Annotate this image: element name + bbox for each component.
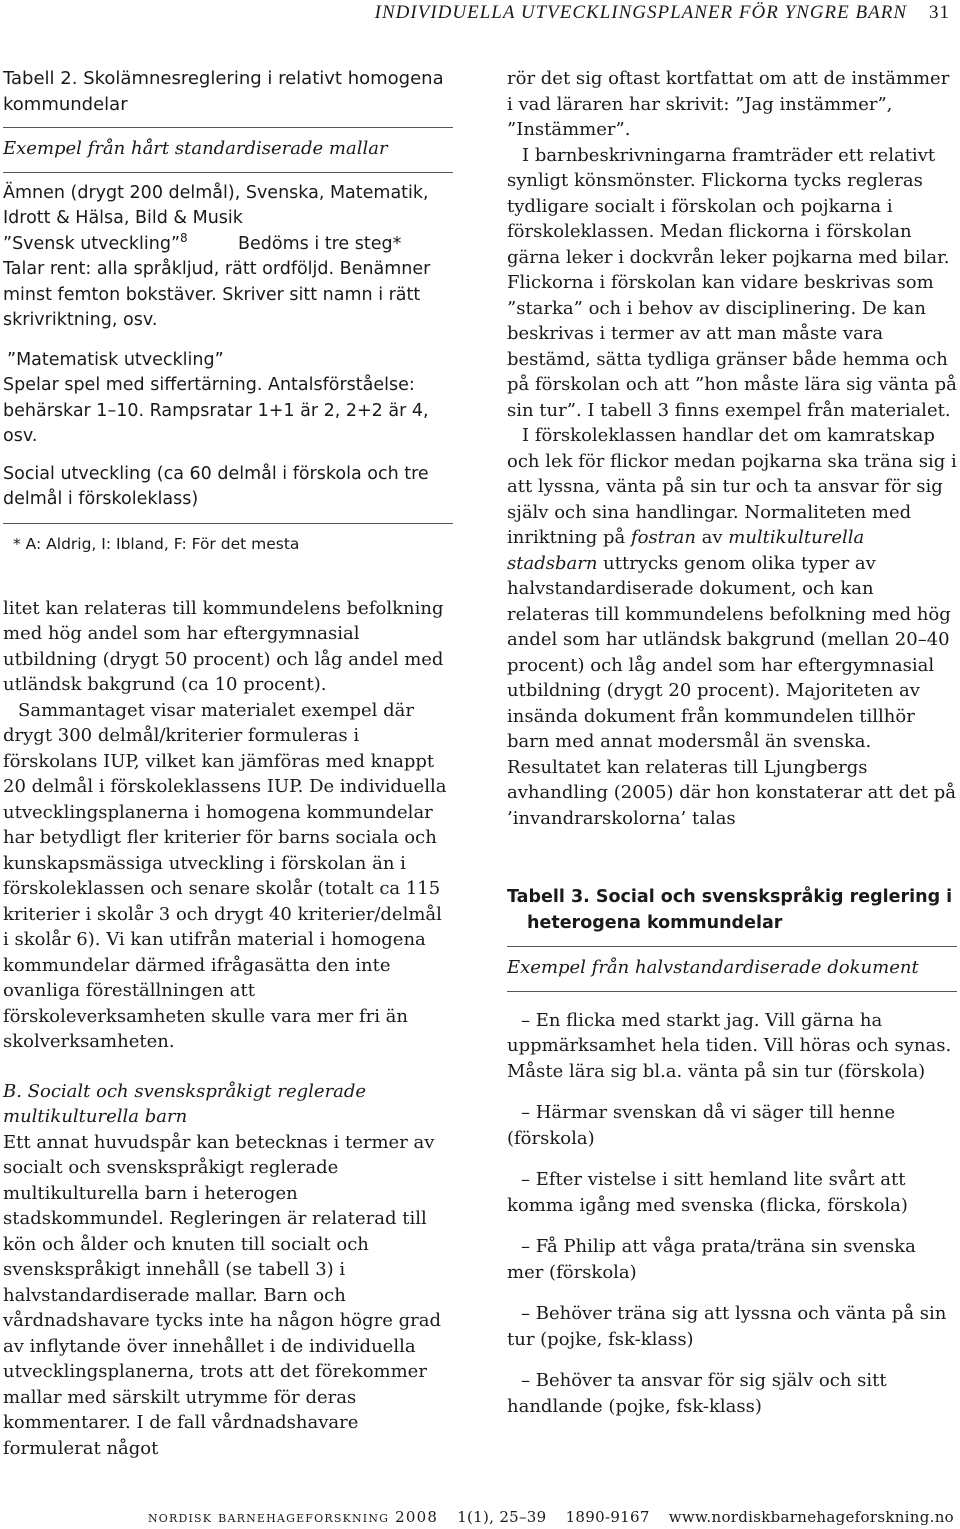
table-2-footnote: * A: Aldrig, I: Ibland, F: För det mesta — [13, 534, 300, 553]
right-paragraph-1: rör det sig oftast kortfattat om att de instämmer i vad läraren har skrivit: ”Jag instämmer”, ”Instämmer”. — [507, 68, 950, 140]
table-2-title-prefix: Tabell 2. — [3, 68, 78, 89]
spacer — [507, 1285, 957, 1301]
svensk-text: Talar rent: alla språkljud, rätt ordföljd. Benämner minst femton bokstäver. Skriver sitt namn i rätt skrivriktning, osv. — [3, 259, 431, 330]
table-2-rule-mid — [3, 172, 453, 173]
page-number: 31 — [929, 2, 950, 23]
table-3-item: – Få Philip att våga prata/träna sin svenska mer (förskola) — [507, 1236, 916, 1283]
table-3-subtitle: Exempel från halvstandardiserade dokument — [507, 957, 919, 978]
section-heading-b: B. Socialt och svenskspråkigt reglerade multikulturella barn — [3, 1080, 367, 1127]
running-header — [375, 2, 950, 24]
spacer — [507, 1151, 957, 1167]
table-3-title-line-1: Tabell 3. Social och svenskspråkig reglering i — [507, 887, 953, 907]
table-2-rule-top — [3, 127, 453, 128]
right-p3-emphasis-1: fostran — [631, 527, 696, 548]
table-2-title-text: Skolämnesreglering i relativt homogena kommundelar — [3, 68, 444, 115]
table-2-subtitle: Exempel från hårt standardiserade mallar — [3, 138, 388, 159]
running-title: INDIVIDUELLA UTVECKLINGSPLANER FÖR YNGRE BARN — [374, 2, 907, 23]
right-p3-part-c: uttrycks genom olika typer av halvstandardiserade dokument, och kan relateras till kommundelens befolkning med hög andel som har utländsk bakgrund (mellan 20–40 procent) och låg andel som har eftergymnasial utbildning (drygt 20 procent). Majoriteten av insända dokument från kommundelen tillhör barn med annat modersmål än svenska. Resultatet kan relateras till Ljungbergs avhandling (2005) där hon konstaterar att det på ’invandrarskolorna’ talas — [507, 552, 956, 829]
page-footer — [148, 1508, 954, 1526]
table-2-rule-bottom — [3, 523, 453, 524]
footer-url: www.nordiskbarnehageforskning.no — [668, 1508, 954, 1526]
table-3-title — [507, 885, 957, 936]
svensk-assessment: Bedöms i tre steg* — [238, 233, 402, 254]
table-3-rule-top — [507, 946, 957, 947]
table-2-subjects: Ämnen (drygt 200 delmål), Svenska, Matematik, Idrott & Hälsa, Bild & Musik — [3, 182, 429, 228]
table-2-title — [3, 66, 453, 117]
spacer — [3, 556, 453, 596]
footer-journal: nordisk barnehageforskning 2008 — [147, 1508, 439, 1526]
table-2-svensk-row — [3, 232, 453, 258]
svensk-label-wrap — [3, 232, 238, 258]
spacer — [507, 1352, 957, 1368]
right-paragraph-3 — [507, 423, 957, 831]
spacer — [507, 831, 957, 885]
table-3-title-line-2: heterogena kommundelar — [527, 912, 783, 933]
math-label: ”Matematisk utveckling” — [7, 349, 224, 370]
right-paragraph-2: I barnbeskrivningarna framträder ett relativt synligt könsmönster. Flickorna tycks regleras tydligare socialt i förskolan och pojkarna i förskoleklassen. Medan flickorna i förskolan gärna leker i dockvrån leker pojkarna med bilar. Flickorna i förskolan kan vidare beskrivas som ”starka” och i behov av disciplinering. De kan beskrivas i termer av att man måste vara bestämd, sätta tydliga gränser både hemma och på förskolan och att ”hon måste lära sig vänta på sin tur”. I tabell 3 finns exempel från materialet. — [507, 144, 957, 421]
spacer — [3, 450, 453, 462]
social-text: Social utveckling (ca 60 delmål i förskola och tre delmål i förskoleklass) — [3, 463, 429, 509]
right-column — [507, 66, 957, 1419]
table-3-rule-mid — [507, 991, 957, 992]
right-p3-emphasis-2: multikulturella stadsbarn — [507, 527, 865, 574]
spacer — [3, 334, 453, 348]
svensk-label: ”Svensk utveckling” — [3, 233, 181, 254]
left-paragraph-1: litet kan relateras till kommundelens befolkning med hög andel som har eftergymnasial utbildning (drygt 50 procent) och låg andel med utländsk bakgrund (ca 10 procent). — [3, 597, 444, 695]
table-3-item: – En flicka med starkt jag. Vill gärna ha uppmärksamhet hela tiden. Vill höras och synas. Måste lära sig bl.a. vänta på sin tur (förskola) — [507, 1009, 952, 1082]
left-paragraph-3: Ett annat huvudspår kan betecknas i termer av socialt och svenskspråkigt reglerade multikulturella barn i heterogen stadskommundel. Regleringen är relaterad till kön och ålder och knuten till socialt och svenskspråkigt innehåll (se tabell 3) i halvstandardiserade mallar. Barn och vårdnadshavare tycks inte ha någon högre grad av inflytande över innehållet i de individuella utvecklingsplanerna, trots att det förekommer mallar med särskilt utrymme för deras kommentarer. I de fall vårdnadshavare formulerat något — [3, 1131, 441, 1459]
spacer — [507, 1084, 957, 1100]
left-paragraph-2: Sammantaget visar materialet exempel där drygt 300 delmål/kriterier formuleras i förskolans IUP, vilket kan jämföras med knappt 20 delmål i förskoleklassens IUP. De individuella utvecklingsplanerna i homogena kommundelar har betydligt fler kriterier för barns sociala och kunskapsmässiga utveckling i förskolan än i förskoleklassen och senare skolår (totalt ca 115 kriterier i skolår 3 och drygt 40 kriterier/delmål i skolår 6). Vi kan utifrån material i homogena kommundelar därmed ifrågasätta den inte ovanliga föreställningen att förskoleverksamheten skulle vara mer fri än skolverksamheten. — [3, 699, 447, 1052]
right-p3-part-b: av — [695, 527, 729, 548]
table-2 — [3, 66, 453, 556]
spacer — [507, 1218, 957, 1234]
table-3-item: – Behöver träna sig att lyssna och vänta på sin tur (pojke, fsk-klass) — [507, 1303, 947, 1350]
footnote-ref: 8 — [180, 230, 188, 245]
table-3-item: – Behöver ta ansvar för sig själv och sitt handlande (pojke, fsk-klass) — [507, 1370, 887, 1417]
footer-issue: 1(1), 25–39 — [457, 1508, 547, 1526]
table-3 — [507, 885, 957, 1419]
left-column — [3, 66, 453, 1461]
spacer — [3, 1055, 453, 1079]
table-3-item: – Härmar svenskan då vi säger till henne (förskola) — [507, 1102, 896, 1149]
footer-issn: 1890-9167 — [565, 1508, 650, 1526]
math-text: Spelar spel med siffertärning. Antalsförståelse: behärskar 1–10. Rampsratar 1+1 är 2, 2+2 är 4, osv. — [3, 375, 429, 446]
table-3-item: – Efter vistelse i sitt hemland lite svårt att komma igång med svenska (flicka, förskola) — [507, 1169, 908, 1216]
right-p3-part-a: I förskoleklassen handlar det om kamratskap och lek för flickor medan pojkarna ska träna sig i att lyssna, vänta på sin tur och ta ansvar för sig själv och sina handlingar. Normaliteten med inriktning på — [507, 425, 957, 548]
